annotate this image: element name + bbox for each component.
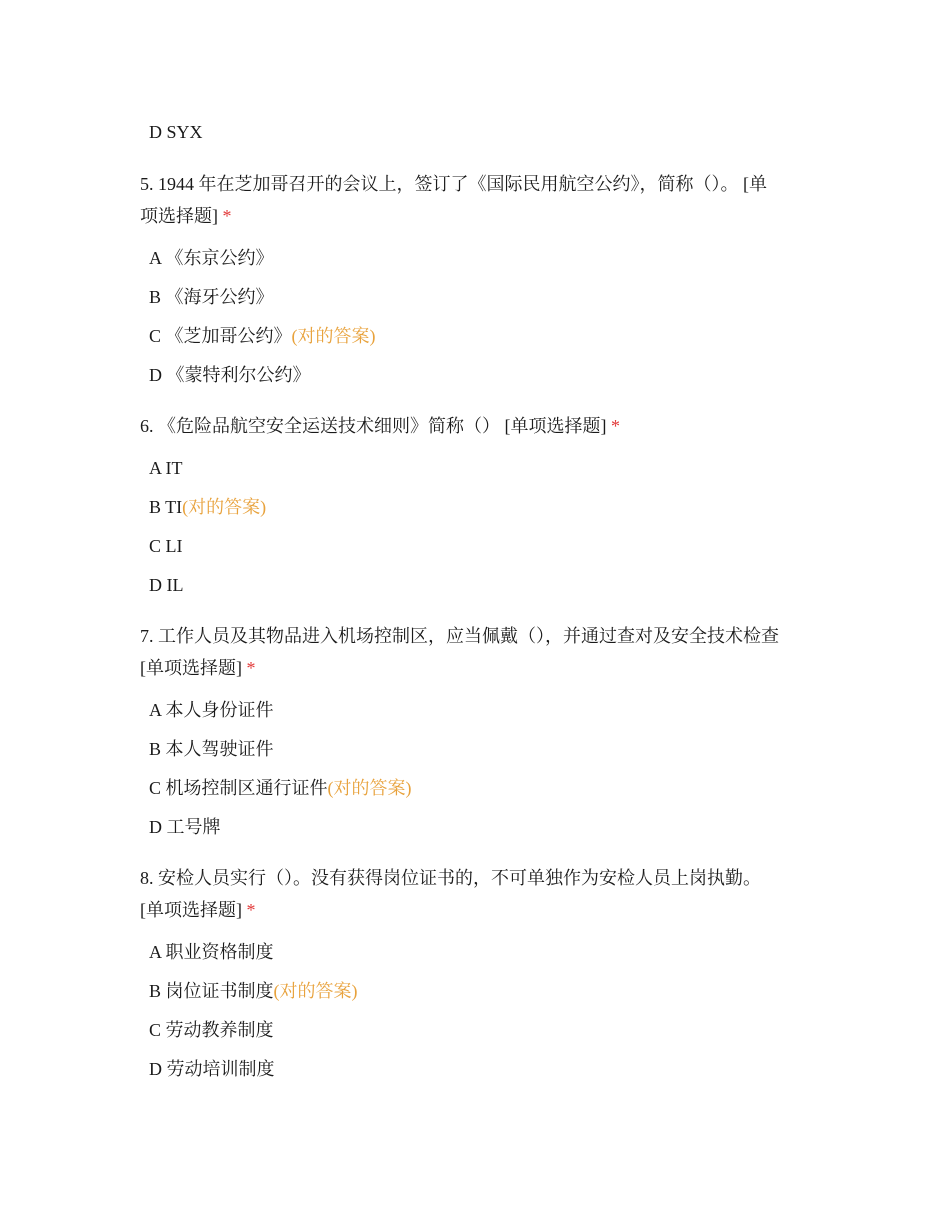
option-q5-d: D 《蒙特利尔公约》 [149, 365, 311, 385]
option-q8-c: C 劳动教养制度 [149, 1020, 274, 1040]
question-8-text-line-2: [单项选择题] * [140, 900, 256, 920]
question-7-text-line-1: 7. 工作人员及其物品进入机场控制区，应当佩戴（），并通过查对及安全技术检查 [140, 626, 779, 646]
required-marker: * [611, 416, 620, 436]
option-q7-b: B 本人驾驶证件 [149, 739, 274, 759]
correct-answer-marker: (对的答案) [273, 981, 358, 1001]
option-q6-c: C LI [149, 536, 183, 556]
question-8-text-line-1: 8. 安检人员实行（）。没有获得岗位证书的，不可单独作为安检人员上岗执勤。 [140, 868, 761, 888]
question-5-text-line-1: 5. 1944 年在芝加哥召开的会议上，签订了《国际民用航空公约》，简称（）。 [单 [140, 174, 767, 194]
question-5-text-line-2: 项选择题] * [140, 206, 232, 226]
option-q6-b: B TI(对的答案) [149, 497, 267, 517]
option-q7-a: A 本人身份证件 [149, 700, 274, 720]
question-6-text: 6. 《危险品航空安全运送技术细则》简称（） [单项选择题] * [140, 416, 620, 436]
option-q8-b: B 岗位证书制度(对的答案) [149, 981, 358, 1001]
required-marker: * [246, 658, 256, 678]
option-q7-d: D 工号牌 [149, 817, 221, 837]
correct-answer-marker: (对的答案) [291, 326, 376, 346]
option-q6-d: D IL [149, 575, 184, 595]
option-q5-b: B 《海牙公约》 [149, 287, 274, 307]
option-q6-a: A IT [149, 458, 183, 478]
correct-answer-marker: (对的答案) [182, 497, 267, 517]
question-7-text-line-2: [单项选择题] * [140, 658, 256, 678]
option-q4-d: D SYX [149, 122, 203, 142]
option-q8-d: D 劳动培训制度 [149, 1059, 275, 1079]
option-q8-a: A 职业资格制度 [149, 942, 274, 962]
required-marker: * [222, 206, 232, 226]
required-marker: * [246, 900, 256, 920]
option-q7-c: C 机场控制区通行证件(对的答案) [149, 778, 412, 798]
option-q5-c: C 《芝加哥公约》(对的答案) [149, 326, 376, 346]
option-q5-a: A 《东京公约》 [149, 248, 274, 268]
correct-answer-marker: (对的答案) [327, 778, 412, 798]
